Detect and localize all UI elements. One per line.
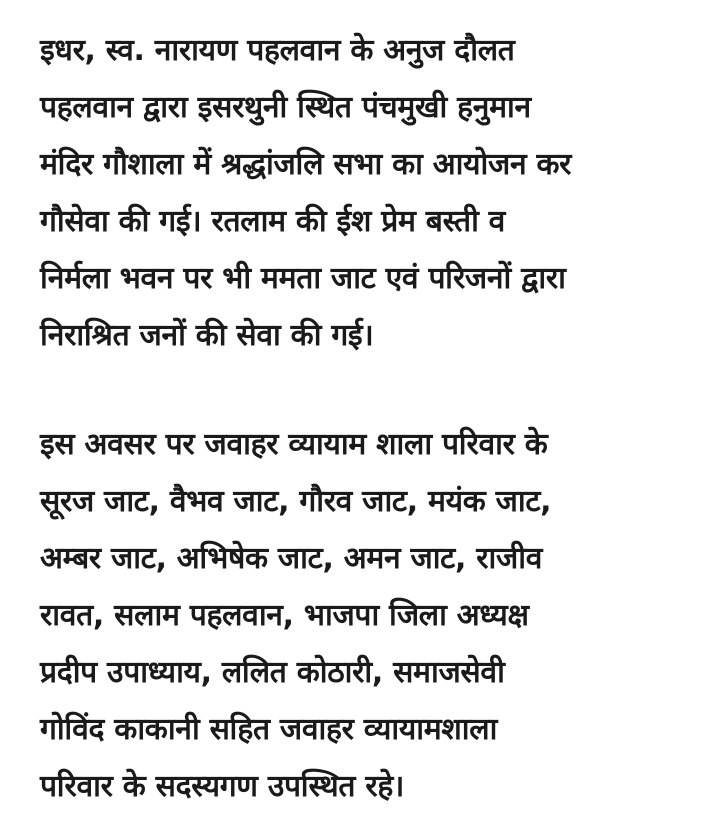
text-line: इधर, स्व. नारायण पहलवान के अनुज दौलत — [40, 33, 515, 68]
article-body — [40, 22, 700, 815]
paragraph-shraddhanjali — [40, 22, 700, 364]
text-line: अम्बर जाट, अभिषेक जाट, अमन जाट, राजीव — [40, 541, 543, 576]
text-line: प्रदीप उपाध्याय, ललित कोठारी, समाजसेवी — [40, 655, 505, 690]
paragraph-spacer — [40, 364, 700, 416]
text-line: मंदिर गौशाला में श्रद्धांजलि सभा का आयोजन कर — [40, 147, 572, 182]
text-line: पहलवान द्वारा इसरथुनी स्थित पंचमुखी हनुमान — [40, 90, 531, 125]
text-line: परिवार के सदस्यगण उपस्थित रहे। — [40, 769, 405, 804]
paragraph-attendees — [40, 416, 700, 815]
text-line: सूरज जाट, वैभव जाट, गौरव जाट, मयंक जाट, — [40, 484, 552, 519]
text-line: निर्मला भवन पर भी ममता जाट एवं परिजनों द्वारा — [40, 261, 566, 296]
text-line: निराश्रित जनों की सेवा की गई। — [40, 318, 374, 353]
text-line: गोविंद काकानी सहित जवाहर व्यायामशाला — [40, 712, 498, 747]
text-line: रावत, सलाम पहलवान, भाजपा जिला अध्यक्ष — [40, 598, 529, 633]
text-line: गौसेवा की गई। रतलाम की ईश प्रेम बस्ती व — [40, 204, 506, 239]
text-line: इस अवसर पर जवाहर व्यायाम शाला परिवार के — [40, 427, 548, 462]
